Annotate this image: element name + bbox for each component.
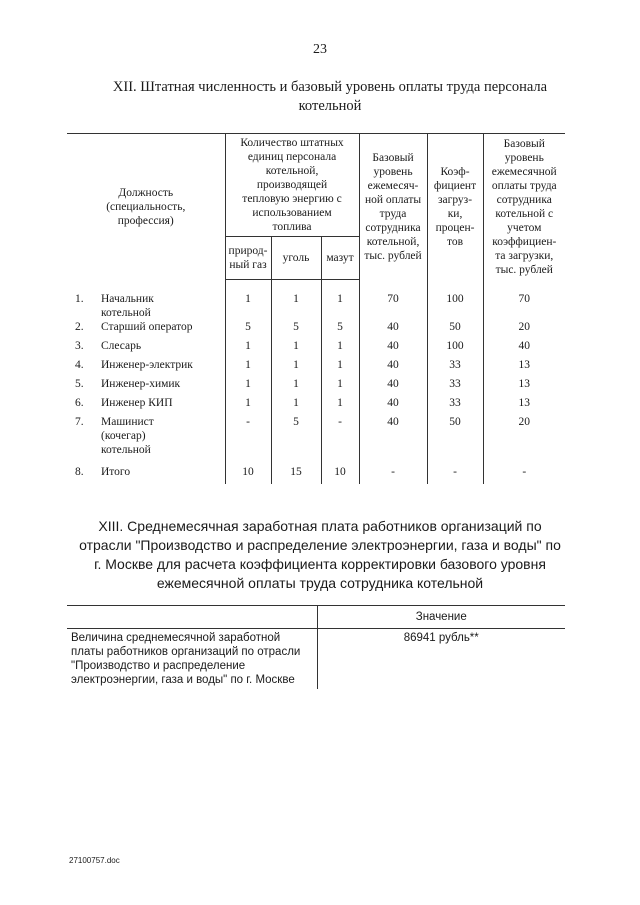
section-12-title-line: XII. Штатная численность и базовый уровень оплаты труда персонала	[112, 79, 548, 95]
section-12-title	[60, 78, 600, 116]
header-natural-gas: природ- ный газ	[225, 237, 271, 280]
table-row: 2. Старший оператор 5 5 5 40 50 20	[67, 320, 565, 339]
footer-doc-name: 27100757.doc	[69, 856, 120, 865]
section-13-title-line: ежемесячной оплаты труда сотрудника котельной	[156, 575, 484, 591]
table-row: 6. Инженер КИП 1 1 1 40 33 13	[67, 396, 565, 415]
header-base-level: Базовый уровень ежемесяч- ной оплаты труда сотрудника котельной, тыс. рублей	[359, 134, 427, 280]
header-position: Должность (специальность, профессия)	[67, 134, 225, 280]
table-row: 3. Слесарь 1 1 1 40 100 40	[67, 339, 565, 358]
header-coal: уголь	[271, 237, 321, 280]
table-row-total: 8. Итого 10 15 10 - - -	[67, 457, 565, 484]
header-fuel-oil: мазут	[321, 237, 359, 280]
header-empty	[67, 606, 317, 629]
table-row	[67, 629, 565, 690]
section-13-title-line: г. Москве для расчета коэффициента корректировки базового уровня	[94, 556, 546, 572]
header-staff-count: Количество штатных единиц персонала котельной, производящей тепловую энергию с использованием топлива	[225, 134, 359, 237]
page-number: 23	[313, 42, 327, 57]
salary-table	[67, 605, 565, 689]
table-row: 7. Машинист (кочегар) котельной - 5 - 40 50 20	[67, 415, 565, 457]
table-row: 5. Инженер-химик 1 1 1 40 33 13	[67, 377, 565, 396]
salary-value: 86941 рубль**	[317, 629, 565, 690]
staff-table	[67, 133, 565, 484]
section-13-title-line: XIII. Среднемесячная заработная плата работников организаций по	[98, 518, 542, 534]
table-row: 1. Начальник котельной 1 1 1 70 100 70	[67, 280, 565, 320]
salary-label: Величина среднемесячной заработной платы работников организаций по отрасли "Производство и распределение электроэнергии, газа и воды" по г. Москве	[71, 632, 301, 686]
section-12-title-line: котельной	[298, 98, 362, 114]
section-13-title-line: отрасли "Производство и распределение электроэнергии, газа и воды" по	[79, 537, 561, 553]
section-13-title	[50, 517, 590, 593]
header-base-with-coefficient: Базовый уровень ежемесячной оплаты труда сотрудника котельной с учетом коэффициен- та загрузки, тыс. рублей	[483, 134, 565, 280]
header-load-coefficient: Коэф- фициент загруз- ки, процен- тов	[427, 134, 483, 280]
table-row: 4. Инженер-электрик 1 1 1 40 33 13	[67, 358, 565, 377]
header-value: Значение	[317, 606, 565, 629]
